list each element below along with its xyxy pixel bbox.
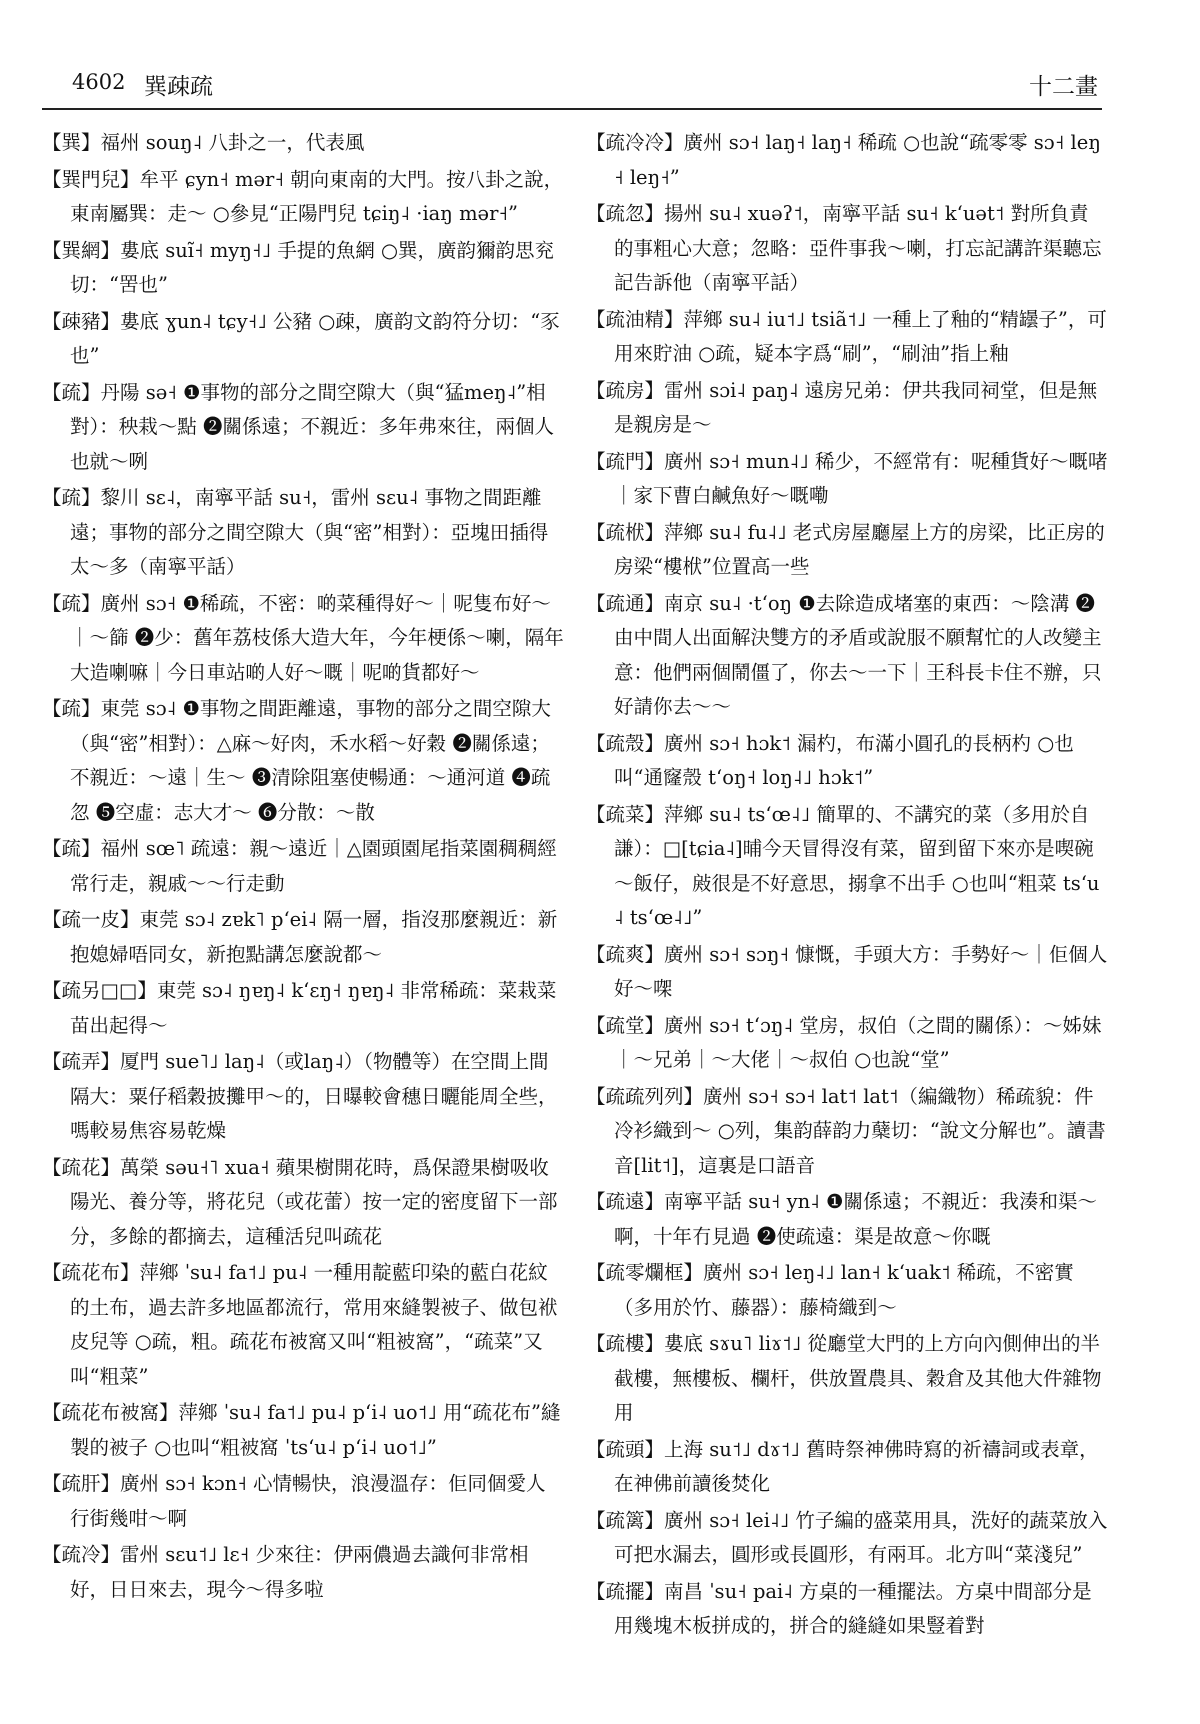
dictionary-entry: 【疏】福州 sœ˥ 疏遠：親～遠近｜△園頭園尾指菜園稠稠經常行走，親戚～～行走動 (42, 837, 557, 895)
dictionary-entry: 【疏菜】萍鄉 su˨ tsʻœ˨˩ 簡單的、不講究的菜（多用於自謙）：□[tɕia˨]晡今天冒得沒有菜，留到留下來亦是喫碗～飯仔，㪐很是不好意思，搦拿不出手 ○也叫“粗菜 tsʻu˨ tsʻœ˨˩” (586, 802, 1100, 929)
dictionary-entry: 【疏一皮】東莞 sɔ˨ zɐk˥ pʻei˨ 隔一層，指沒那麼親近：新抱媳婦唔同女，新抱點講怎麼說都～ (42, 908, 558, 966)
page-header (42, 64, 1102, 110)
dictionary-entry: 【疏】黎川 sɛ˨，南寧平話 su˧，雷州 sɛu˨ 事物之間距離遠；事物的部分之間空隙大（與“密”相對）：亞塊田插得太～多（南寧平話） (42, 486, 549, 578)
dictionary-entry: 【疏篱】廣州 sɔ˧ lei˨˩ 竹子編的盛菜用具，洗好的蔬菜放入可把水漏去，圓形或長圓形，有兩耳。北方叫“菜淺兒” (586, 1508, 1108, 1566)
dictionary-entry: 【疏】丹陽 sə˧ ❶事物的部分之間空隙大（與“猛meŋ˨”相對）：秧栽～點 ❷關係遠；不親近：多年弗來往，兩個人也就～咧 (42, 380, 554, 473)
section-label: 十二畫 (1029, 74, 1098, 100)
dictionary-entry: 【疏通】南京 su˨ ·tʻoŋ ❶去除造成堵塞的東西：～陰溝 ❷由中間人出面解決雙方的矛盾或說服不願幫忙的人改變主意：他們兩個鬧僵了，你去～一下｜王科長卡住不辦，只好請你去～～ (586, 591, 1102, 718)
dictionary-entry: 【疏殼】廣州 sɔ˧ hɔk˦ 漏杓，布滿小圓孔的長柄杓 ○也叫“通窿殼 tʻoŋ˧ loŋ˨˩ hɔk˦” (586, 731, 1074, 789)
dictionary-entry: 【疏房】雷州 sɔi˨ paŋ˨ 遠房兄弟：伊共我同祠堂，但是無是親房是～ (586, 378, 1098, 436)
dictionary-entry: 【疏肝】廣州 sɔ˧ kɔn˧ 心情暢快，浪漫溫存：佢同個愛人行街幾咁～啊 (42, 1472, 546, 1530)
dictionary-entry: 【疏】廣州 sɔ˧ ❶稀疏，不密：啲菜種得好～｜呢隻布好～｜～篩 ❷少：舊年荔枝係大造大年，今年梗係～喇，隔年大造喇嘛｜今日車站啲人好～嘅｜呢啲貨都好～ (42, 591, 564, 684)
dictionary-entry: 【疏冷】雷州 sɛu˦˩ lɛ˧ 少來往：伊兩儂過去識何非常相好，日日來去，現今～得多啦 (42, 1543, 529, 1601)
right-column (586, 126, 1108, 1646)
dictionary-entry: 【疏爽】廣州 sɔ˧ sɔŋ˧ 慷慨，手頭大方：手勢好～｜佢個人好～㗎 (586, 942, 1108, 1000)
dictionary-entry: 【疏疏列列】廣州 sɔ˧ sɔ˧ lat˦ lat˦（編織物）稀疏貌：件冷衫織到～ ○列，集韵薛韵力蘖切：“說文分解也”。讀書音[lit˦]，這裏是口語音 (586, 1084, 1106, 1177)
dictionary-entry: 【巽門兒】牟平 ɕyn˧ mər˧ 朝向東南的大門。按八卦之說，東南屬巽：走～ ○參見“正陽門兒 tɕiŋ˨ ·iaŋ mər˧” (42, 167, 564, 225)
dictionary-entry: 【疏弄】厦門 sue˥˩ laŋ˨（或laŋ˨）（物體等）在空間上間隔大：粟仔稻穀披攤甲～的，日曝較會穗日曬能周全些，嗎較易焦容易乾燥 (42, 1050, 558, 1142)
dictionary-entry: 【疏堂】廣州 sɔ˧ tʻɔŋ˨ 堂房，叔伯（之間的關係）：～姊妹｜～兄弟｜～大佬｜～叔伯 ○也說“堂” (586, 1013, 1102, 1071)
running-head-words: 巽疎疏 (144, 74, 213, 100)
dictionary-entry: 【巽網】婁底 suĩ˧ myŋ˧˩ 手提的魚網 ○巽，廣韵獮韵思兖切：“罟也” (42, 238, 555, 296)
dictionary-entry: 【疎豬】婁底 ɣun˨ tɕy˧˩ 公豬 ○疎，廣韵文韵符分切：“豕也” (42, 309, 560, 367)
left-column (42, 126, 564, 1609)
dictionary-entry: 【疏門】廣州 sɔ˧ mun˨˩ 稀少，不經常有：呢種貨好～嘅啫｜家下曹白鹹魚好～嘅嘞 (586, 449, 1108, 507)
dictionary-entry: 【疏樓】婁底 sɤu˥ liɤ˦˩ 從廳堂大門的上方向內側伸出的半截樓，無樓板、欄杆，供放置農具、穀倉及其他大件雜物用 (586, 1332, 1102, 1424)
dictionary-entry: 【疏忽】揚州 su˨ xuəʔ˦，南寧平話 su˧ kʻuət˦ 對所負責的事粗心大意；忽略：亞件事我～喇，打忘記講許渠聽忘記告訴他（南寧平話） (586, 202, 1102, 294)
dictionary-entry: 【巽】福州 souŋ˨ 八卦之一，代表風 (42, 131, 365, 154)
dictionary-entry: 【疏零爛框】廣州 sɔ˧ leŋ˨˩ lan˧ kʻuak˦ 稀疏，不密實（多用於竹、藤器）：藤椅織到～ (586, 1261, 1074, 1319)
page-number: 4602 (72, 70, 126, 94)
dictionary-entry: 【疏擺】南昌 ˈsu˧ pai˨ 方桌的一種擺法。方桌中間部分是用幾塊木板拼成的，拼合的縫縫如果豎着對 (586, 1579, 1092, 1637)
dictionary-entry: 【疏頭】上海 su˦˩ dɤ˦˩ 舊時祭神佛時寫的祈禱詞或表章，在神佛前讀後焚化 (586, 1437, 1099, 1495)
dictionary-entry: 【疏遠】南寧平話 su˧ yn˨ ❶關係遠；不親近：我湊和渠～啊，十年冇見過 ❷使疏遠：渠是故意～你嘅 (586, 1190, 1097, 1248)
dictionary-entry: 【疏冷冷】廣州 sɔ˧ laŋ˧ laŋ˧ 稀疏 ○也說“疏零零 sɔ˧ leŋ˧ leŋ˧” (586, 131, 1101, 189)
dictionary-entry: 【疏油精】萍鄉 su˨ iu˦˩ tsiã˦˩ 一種上了釉的“精罎子”，可用來貯油 ○疏，疑本字爲“刷”，“刷油”指上釉 (586, 307, 1107, 365)
dictionary-entry: 【疏花布】萍鄉 ˈsu˨ fa˦˩ pu˨ 一種用靛藍印染的藍白花紋的土布，過去許多地區都流行，常用來縫製被子、做包袱皮兒等 ○疏，粗。疏花布被窩又叫“粗被窩”，“疏菜”又叫“粗菜” (42, 1261, 558, 1388)
dictionary-entry: 【疏另□□】東莞 sɔ˨ ŋɐŋ˨ kʻɛŋ˧ ŋɐŋ˨ 非常稀疏：菜栽菜苗出起得～ (42, 979, 557, 1037)
dictionary-entry: 【疏栿】萍鄉 su˨ fu˨˩ 老式房屋廳屋上方的房梁，比正房的房梁“樓栿”位置高一些 (586, 520, 1105, 578)
dictionary-entry: 【疏花】萬榮 səu˧˥ xua˧ 蘋果樹開花時，爲保證果樹吸收陽光、養分等，將花兒（或花蕾）按一定的密度留下一部分，多餘的都摘去，這種活兒叫疏花 (42, 1155, 558, 1248)
dictionary-entry: 【疏】東莞 sɔ˨ ❶事物之間距離遠，事物的部分之間空隙大（與“密”相對）：△麻～好肉，禾水稻～好穀 ❷關係遠；不親近：～遠｜生～ ❸清除阻塞使暢通：～通河道 ❹疏忽 ❺空虛：志大才～ ❻分散：～散 (42, 697, 551, 824)
dictionary-entry: 【疏花布被窩】萍鄉 ˈsu˨ fa˦˩ pu˨ pʻi˨ uo˦˩ 用“疏花布”縫製的被子 ○也叫“粗被窩 ˈtsʻu˨ pʻi˨ uo˦˩” (42, 1401, 561, 1459)
